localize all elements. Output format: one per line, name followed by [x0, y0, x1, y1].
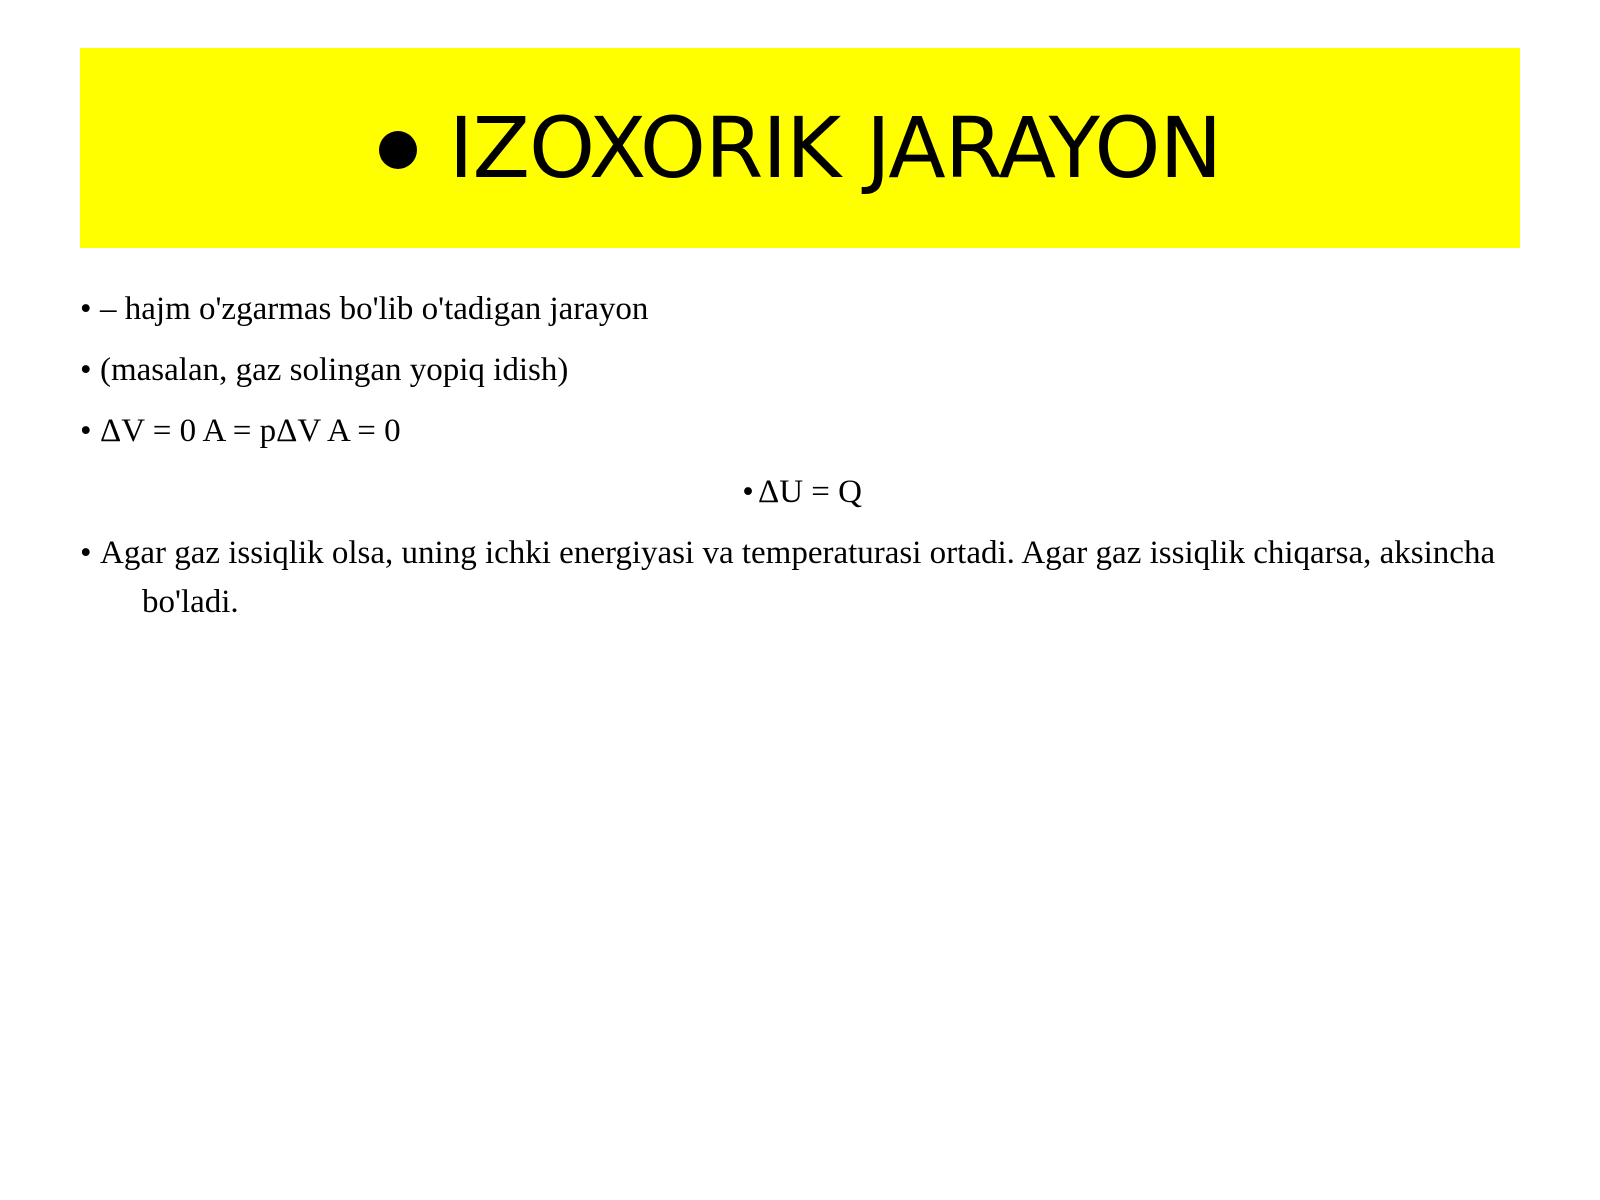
- bullet-icon: •: [80, 291, 92, 327]
- bullet-icon: •: [80, 352, 92, 388]
- list-item-text: – hajm o'zgarmas bo'lib o'tadigan jarayon: [100, 291, 649, 327]
- list-item-text: (masalan, gaz solingan yopiq idish): [100, 352, 569, 388]
- bullet-icon: •: [742, 474, 754, 510]
- list-item-text: ΔU = Q: [758, 474, 862, 510]
- title-banner: [80, 48, 1520, 248]
- slide-body: [80, 285, 1520, 639]
- slide-title: [379, 99, 1222, 197]
- list-item: [80, 346, 1520, 395]
- list-item-text: ΔV = 0 A = pΔV A = 0: [100, 413, 401, 449]
- bullet-icon: •: [80, 413, 92, 449]
- list-item: [80, 407, 1520, 456]
- list-item: [80, 285, 1520, 334]
- list-item: [80, 468, 1520, 517]
- slide-title-label: IZOXORIK JARAYON: [448, 99, 1222, 197]
- bullet-icon: •: [80, 535, 92, 571]
- list-item-text: Agar gaz issiqlik olsa, uning ichki energiyasi va temperaturasi ortadi. Agar gaz issiqlik chiqarsa, aksincha bo'ladi.: [100, 535, 1496, 620]
- title-bullet-icon: [379, 131, 417, 169]
- list-item: [80, 529, 1520, 627]
